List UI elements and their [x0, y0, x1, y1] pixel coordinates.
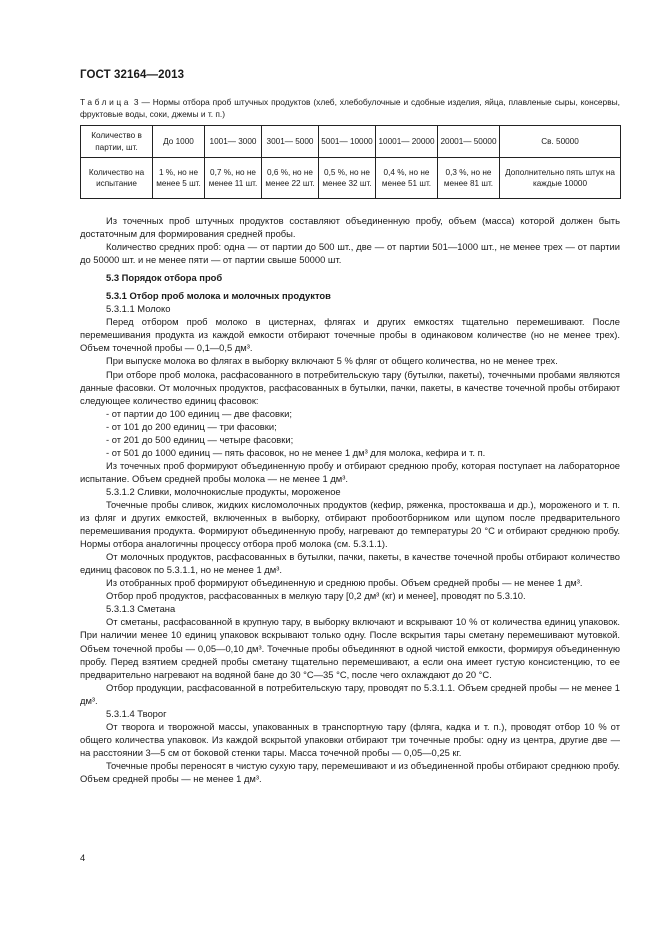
table-cell: 3001— 5000	[262, 126, 319, 158]
standard-header: ГОСТ 32164—2013	[80, 69, 185, 81]
table-cell: 0,6 %, но не менее 22 шт.	[262, 158, 319, 199]
paragraph: При выпуске молока во флягах в выборку включают 5 % фляг от общего количества, но не менее трех.	[106, 355, 558, 367]
paragraph: От сметаны, расфасованной в крупную тару, в выборку включают и вскрывают 10 % от количества единиц упаковок. При наличии менее 10 единиц упаковок вскрывают только одну. После вскрытия тары сметану перемешивают мутовкой. Объем точечной пробы — 0,05—0,10 дм³. Точечные пробы объединяют в одной чистой емкости, формируя объединенную пробу. Перед взятием средней пробы сметану тщательно перемешивают, а если она имеет густую консистенцию, то ее предварительно нагревают на водяной бане до 30 °С—35 °С, после чего охлаждают до 20 °С.	[80, 616, 620, 680]
table-cell: 1001— 3000	[205, 126, 262, 158]
table-caption-word: Таблица	[80, 97, 132, 107]
table-cell: До 1000	[153, 126, 205, 158]
table-cell: Св. 50000	[500, 126, 621, 158]
subsection-heading-5-3-1-2: 5.3.1.2 Сливки, молочнокислые продукты, мороженое	[106, 485, 341, 497]
table-cell: Количество в партии, шт.	[81, 126, 153, 158]
paragraph: Точечные пробы переносят в чистую сухую тару, перемешивают и из объединенной пробы отбирают среднюю пробу. Объем средней пробы — не менее 1 дм³.	[80, 759, 620, 784]
table-cell: 0,7 %, но не менее 11 шт.	[205, 158, 262, 199]
table-cell: 20001— 50000	[438, 126, 500, 158]
table-cell: 0,4 %, но не менее 51 шт.	[376, 158, 438, 199]
paragraph: Точечные пробы сливок, жидких кисломолочных продуктов (кефир, ряженка, простокваша и др.), мороженого и т. п. из фляг и других емкостей, включенных в выборку, отбирают пробоотборником или щупом после предварительного перемешивания продукта. Формируют объединенную пробу, нагревают до температуры 20 °С и отбирают среднюю пробу. Нормы отбора аналогичны процессу отбора проб молока (см. 5.3.1.1).	[80, 498, 620, 550]
table-cell: 5001— 10000	[319, 126, 376, 158]
paragraph: Количество средних проб: одна — от партии до 500 шт., две — от партии 501—1000 шт., не менее трех — от партии до 50000 шт. и не менее пяти — от партии свыше 50000 шт.	[80, 241, 620, 266]
table-caption	[80, 96, 620, 121]
list-item: - от партии до 100 единиц — две фасовки;	[106, 407, 292, 419]
section-heading-5-3: 5.3 Порядок отбора проб	[106, 272, 223, 284]
list-item: - от 101 до 200 единиц — три фасовки;	[106, 420, 277, 432]
sampling-norms-table	[80, 125, 621, 199]
list-item: - от 201 до 500 единиц — четыре фасовки;	[106, 433, 294, 445]
table-cell: Количество на испытание	[81, 158, 153, 199]
subsection-heading-5-3-1-1: 5.3.1.1 Молоко	[106, 303, 171, 315]
table-cell: 0,3 %, но не менее 81 шт.	[438, 158, 500, 199]
subsection-heading-5-3-1-4: 5.3.1.4 Творог	[106, 707, 167, 719]
paragraph: Отбор продукции, расфасованной в потребительскую тару, проводят по 5.3.1.1. Объем средней пробы — не менее 1 дм³.	[80, 681, 620, 706]
subsection-heading-5-3-1-3: 5.3.1.3 Сметана	[106, 603, 176, 615]
paragraph: Перед отбором проб молоко в цистернах, флягах и других емкостях тщательно перемешивают. После перемешивания продукта из каждой емкости отбирают точечные пробы в одинаковом количестве (но не менее трех). Объем точечной пробы — 0,1—0,5 дм³.	[80, 316, 620, 354]
paragraph: Из точечных проб формируют объединенную пробу и отбирают среднюю пробу, которая поступает на лабораторное испытание. Объем средней пробы молока — не менее 1 дм³.	[80, 459, 620, 484]
document-body	[80, 214, 620, 785]
table-cell: 1 %, но не менее 5 шт.	[153, 158, 205, 199]
table-cell: 0,5 %, но не менее 32 шт.	[319, 158, 376, 199]
paragraph: От творога и творожной массы, упакованных в транспортную тару (фляга, кадка и т. п.), проводят отбор 10 % от общего количества упаковок. Из каждой вскрытой упаковки отбирают три точечные пробы: одну из центра, другие две — на расстоянии 3—5 см от боковой стенки тары. Масса точечной пробы — 0,05—0,25 кг.	[80, 720, 620, 758]
table-cell: Дополнительно пять штук на каждые 10000	[500, 158, 621, 199]
table-row-batch-size	[81, 126, 621, 158]
table-row-test-quantity	[81, 158, 621, 199]
table-cell: 10001— 20000	[376, 126, 438, 158]
table-caption-text: 3 — Нормы отбора проб штучных продуктов (хлеб, хлебобулочные и сдобные изделия, яйца, плавленые сыры, консервы, фруктовые воды, соки, джемы и т. п.)	[80, 97, 620, 120]
paragraph: При отборе проб молока, расфасованного в потребительскую тару (бутылки, пакеты), точечными пробами являются данные фасовки. От молочных продуктов, расфасованных в бутылки, пачки, пакеты, в качестве точечной пробы отбирают следующее количество единиц фасовок:	[80, 368, 620, 406]
page-number: 4	[80, 852, 86, 863]
paragraph: Отбор проб продуктов, расфасованных в мелкую тару [0,2 дм³ (кг) и менее], проводят по 5.3.10.	[106, 590, 526, 602]
list-item: - от 501 до 1000 единиц — пять фасовок, но не менее 1 дм³ для молока, кефира и т. п.	[106, 446, 486, 458]
paragraph: Из отобранных проб формируют объединенную и среднюю пробы. Объем средней пробы — не менее 1 дм³.	[106, 577, 583, 589]
paragraph: Из точечных проб штучных продуктов составляют объединенную пробу, объем (масса) которой должен быть достаточным для формирования средней пробы.	[80, 215, 620, 240]
paragraph: От молочных продуктов, расфасованных в бутылки, пачки, пакеты, в качестве точечной пробы отбирают количество единиц фасовок по 5.3.1.1, но не менее 1 дм³.	[80, 551, 620, 576]
section-heading-5-3-1: 5.3.1 Отбор проб молока и молочных продуктов	[106, 290, 331, 302]
